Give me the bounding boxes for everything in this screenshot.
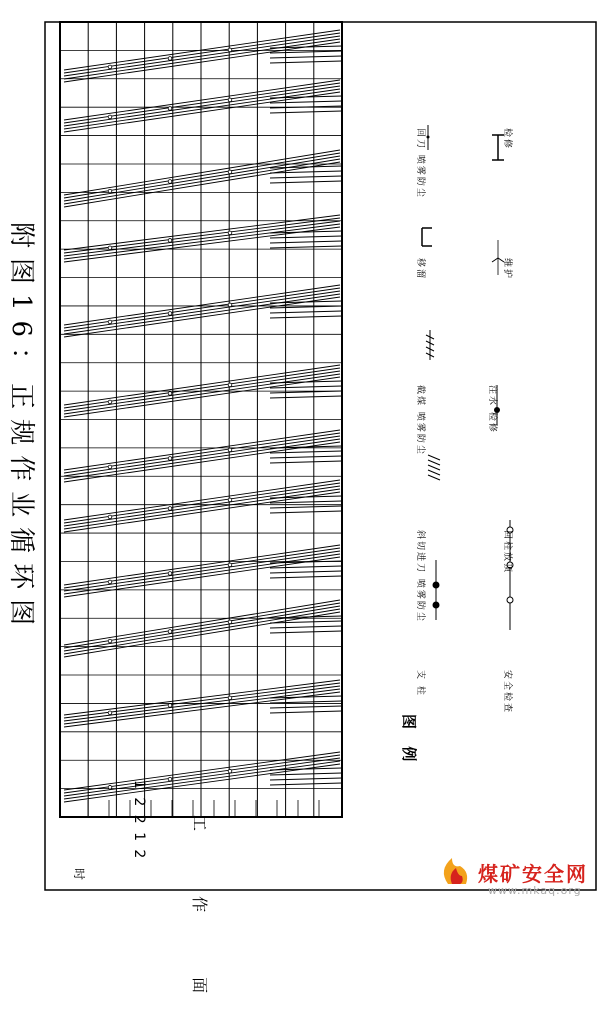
cycle-marker: [108, 246, 112, 250]
cycle-marker: [168, 107, 172, 111]
watermark-brand: 煤矿安全网: [478, 862, 588, 886]
cycle-marker: [108, 400, 112, 404]
legend-item-conveyor-move: 移溜: [415, 258, 425, 281]
cycle-step: [270, 241, 342, 243]
cycle-line: [64, 761, 340, 799]
cycle-step: [270, 386, 342, 388]
cycle-step: [270, 711, 342, 713]
cycle-marker: [108, 785, 112, 789]
cycle-line: [64, 433, 340, 473]
cycle-marker: [108, 115, 112, 119]
cycle-line: [64, 153, 340, 198]
cycle-marker: [228, 620, 232, 624]
cycle-step: [270, 511, 342, 513]
legend-item-coal-cutting: 截煤 喷雾防尘: [415, 385, 425, 456]
cycle-lines: [64, 30, 342, 802]
cycle-step: [270, 496, 342, 498]
cycle-line: [64, 483, 340, 523]
cycle-line: [64, 486, 340, 526]
cycle-line: [64, 89, 340, 129]
cycle-line: [64, 159, 340, 204]
cycle-step: [270, 571, 342, 573]
cycle-step: [270, 778, 342, 780]
legend-item-cut-in: 斜切进刀 喷雾防尘: [415, 530, 425, 623]
cycle-marker: [228, 98, 232, 102]
cycle-line: [64, 609, 340, 654]
cycle-marker: [108, 320, 112, 324]
cycle-step: [270, 396, 342, 398]
cycle-step: [270, 311, 342, 313]
legend-symbol-hatch: [428, 465, 440, 470]
cycle-step: [270, 461, 342, 463]
cycle-marker: [168, 704, 172, 708]
cycle-step: [270, 56, 342, 58]
cycle-line: [64, 162, 340, 207]
cycle-line: [64, 436, 340, 476]
cycle-step: [270, 451, 342, 453]
cycle-line: [64, 689, 340, 724]
cycle-line: [64, 156, 340, 201]
cycle-marker: [228, 48, 232, 52]
cycle-step: [270, 246, 342, 248]
cycle-marker: [168, 239, 172, 243]
cycle-line: [64, 288, 340, 328]
cycle-step: [270, 101, 342, 103]
cycle-marker: [168, 630, 172, 634]
cycle-marker: [168, 57, 172, 61]
shift-label: 1 2 2 1 2: [131, 780, 147, 861]
cycle-line: [64, 612, 340, 657]
cycle-marker: [168, 180, 172, 184]
cycle-marker: [108, 189, 112, 193]
cycle-step: [270, 631, 342, 633]
cycle-step: [270, 316, 342, 318]
cycle-step: [270, 506, 342, 508]
cycle-marker: [228, 303, 232, 307]
watermark-logo: [444, 858, 467, 884]
cycle-step: [270, 61, 342, 63]
cycle-line: [64, 480, 340, 520]
cycle-marker: [108, 580, 112, 584]
cycle-line: [64, 221, 340, 256]
cycle-marker: [168, 507, 172, 511]
cycle-marker: [228, 170, 232, 174]
cycle-step: [270, 46, 342, 48]
cycle-step: [270, 783, 342, 785]
cycle-marker: [168, 312, 172, 316]
legend-symbol-support-dot: [433, 582, 440, 589]
cycle-line: [64, 548, 340, 588]
cycle-marker: [168, 392, 172, 396]
cycle-step: [270, 566, 342, 568]
legend-item-repair: 检修: [502, 128, 512, 151]
cycle-marker: [228, 383, 232, 387]
legend-item-support: 支 柱: [415, 670, 425, 697]
legend-item-prop-recovery: 回柱放顶: [502, 530, 512, 575]
watermark-url: www.mkaq.org: [488, 884, 582, 897]
cycle-line: [64, 551, 340, 591]
cycle-line: [64, 439, 340, 479]
outer-border: [45, 22, 596, 890]
legend-item-safety-check: 安全检查: [502, 670, 512, 715]
cycle-step: [270, 181, 342, 183]
cycle-marker: [168, 457, 172, 461]
cycle-line: [64, 758, 340, 796]
legend-symbol-hatch: [428, 470, 440, 475]
legend-symbols: [422, 125, 513, 630]
cycle-marker: [228, 448, 232, 452]
cycle-line: [64, 33, 340, 73]
cycle-line: [64, 291, 340, 331]
cycle-line: [64, 218, 340, 253]
time-label: 时: [72, 868, 86, 881]
cycle-marker: [108, 639, 112, 643]
cycle-marker: [228, 231, 232, 235]
diagram-title: 附图16：正规作业循环图: [6, 222, 36, 636]
cycle-line: [64, 368, 340, 408]
cycle-step: [270, 706, 342, 708]
legend-heading: 图 例: [400, 714, 418, 768]
cycle-marker: [228, 563, 232, 567]
cycle-step: [270, 381, 342, 383]
cycle-marker: [168, 777, 172, 781]
legend-symbol-safety-circle: [507, 597, 513, 603]
cycle-step: [270, 236, 342, 238]
cycle-step: [270, 176, 342, 178]
cycle-step: [270, 51, 342, 53]
legend-symbol-hatch: [428, 460, 440, 465]
cycle-step: [270, 111, 342, 113]
cycle-line: [64, 83, 340, 123]
cycle-line: [64, 285, 340, 325]
legend-item-maintenance: 维护: [502, 258, 512, 281]
cycle-marker: [108, 711, 112, 715]
legend-symbol-hatch: [428, 455, 440, 460]
cycle-line: [64, 683, 340, 718]
workface-label: 工 作 面: [190, 815, 209, 1023]
cycle-step: [270, 626, 342, 628]
cycle-line: [64, 374, 340, 414]
cycle-marker: [228, 498, 232, 502]
cycle-line: [64, 86, 340, 126]
cycle-step: [270, 96, 342, 98]
cycle-marker: [108, 515, 112, 519]
cycle-step: [270, 456, 342, 458]
cycle-step: [270, 301, 342, 303]
cycle-marker: [108, 65, 112, 69]
cycle-line: [64, 80, 340, 120]
cycle-step: [270, 501, 342, 503]
cycle-marker: [228, 696, 232, 700]
cycle-marker: [108, 465, 112, 469]
cycle-line: [64, 430, 340, 470]
cycle-step: [270, 701, 342, 703]
legend-item-water-injection: 注水 检修: [487, 385, 497, 434]
cycle-line: [64, 489, 340, 529]
cycle-line: [64, 603, 340, 648]
legend-item-return-cut: 回刀 喷雾防尘: [415, 128, 425, 199]
cycle-step: [270, 773, 342, 775]
cycle-line: [64, 554, 340, 594]
cycle-line: [64, 39, 340, 79]
cycle-step: [270, 576, 342, 578]
cycle-line: [64, 365, 340, 405]
cycle-line: [64, 36, 340, 76]
legend-symbol-support-dot: [433, 602, 440, 609]
cycle-line: [64, 606, 340, 651]
cycle-marker: [228, 769, 232, 773]
cycle-marker: [168, 572, 172, 576]
cycle-line: [64, 224, 340, 259]
legend-symbol-hatch: [428, 475, 440, 480]
cycle-line: [64, 545, 340, 585]
cycle-line: [64, 294, 340, 334]
